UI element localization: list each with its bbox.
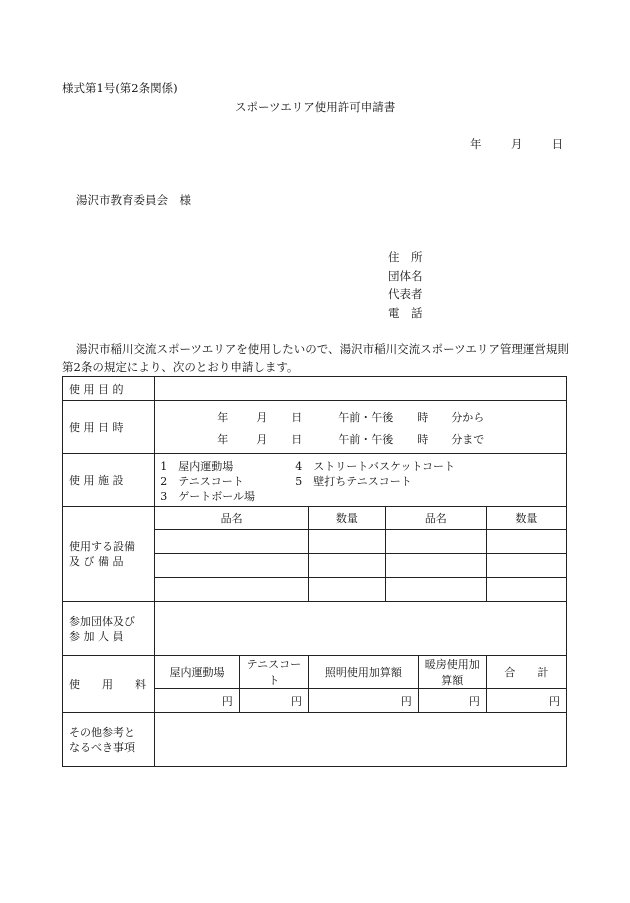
facility-option-5[interactable]: 5 壁打ちテニスコート — [295, 475, 412, 488]
start-month: 月 — [256, 411, 268, 424]
fee-header-heating: 暖房使用加算額 — [418, 656, 486, 689]
application-table — [62, 376, 567, 767]
date-day: 日 — [551, 137, 564, 151]
applicant-phone-label: 電 話 — [388, 306, 423, 320]
end-minute: 分まで — [451, 433, 485, 446]
start-hour: 時 — [417, 411, 429, 424]
end-day: 日 — [291, 433, 303, 446]
other-label-line-1: その他参考と — [69, 725, 135, 739]
equipment-cell[interactable] — [385, 530, 486, 554]
start-minute: 分から — [451, 411, 485, 424]
equipment-header-qty-1: 数量 — [308, 507, 385, 530]
datetime-label: 使 用 日 時 — [63, 401, 155, 454]
document-title: スポーツエリア使用許可申請書 — [235, 100, 396, 114]
end-hour: 時 — [417, 433, 429, 446]
applicant-representative-label: 代表者 — [388, 287, 423, 301]
start-ampm: 午前・午後 — [338, 411, 394, 424]
participants-label — [63, 602, 155, 656]
date-month: 月 — [510, 137, 523, 151]
equipment-header-qty-2: 数量 — [486, 507, 566, 530]
application-statement: 湯沢市稲川交流スポーツエリアを使用したいので、湯沢市稲川交流スポーツエリア管理運営規則第2条の規定により、次のとおり申請します。 — [62, 342, 569, 374]
equipment-label-line-2: 及 び 備 品 — [69, 555, 124, 568]
fee-heating-input[interactable]: 円 — [418, 689, 486, 713]
equipment-cell[interactable] — [486, 578, 566, 602]
fee-label: 使 用 料 — [63, 656, 155, 713]
fee-total-input[interactable]: 円 — [486, 689, 566, 713]
applicant-address-label: 住 所 — [388, 250, 423, 264]
facility-option-3[interactable]: 3 ゲートボール場 — [160, 490, 256, 503]
equipment-cell[interactable] — [155, 554, 309, 578]
end-month: 月 — [256, 433, 268, 446]
end-year: 年 — [217, 433, 229, 446]
equipment-header-name-1: 品名 — [155, 507, 309, 530]
equipment-cell[interactable] — [308, 578, 385, 602]
equipment-cell[interactable] — [486, 530, 566, 554]
equipment-cell[interactable] — [385, 554, 486, 578]
equipment-label-line-1: 使用する設備 — [69, 540, 135, 553]
end-ampm: 午前・午後 — [338, 433, 394, 446]
equipment-cell[interactable] — [385, 578, 486, 602]
fee-header-gym: 屋内運動場 — [155, 656, 240, 689]
facility-option-2[interactable]: 2 テニスコート — [160, 475, 244, 488]
equipment-cell[interactable] — [155, 530, 309, 554]
facility-field[interactable] — [155, 454, 567, 507]
fee-gym-input[interactable]: 円 — [155, 689, 240, 713]
equipment-label — [63, 507, 155, 602]
participants-label-line-1: 参加団体及び — [69, 614, 135, 628]
purpose-field[interactable] — [155, 377, 567, 401]
participants-label-line-2: 参 加 人 員 — [69, 629, 124, 643]
datetime-field[interactable] — [155, 401, 567, 454]
date-year: 年 — [470, 137, 482, 151]
equipment-cell[interactable] — [308, 530, 385, 554]
other-label — [63, 713, 155, 767]
facility-option-1[interactable]: 1 屋内運動場 — [160, 460, 234, 473]
start-year: 年 — [217, 411, 229, 424]
form-number: 様式第1号(第2条関係) — [62, 81, 178, 95]
participants-field[interactable] — [155, 602, 567, 656]
facility-label: 使 用 施 設 — [63, 454, 155, 507]
other-label-line-2: なるべき事項 — [69, 740, 135, 754]
addressee: 湯沢市教育委員会 様 — [76, 193, 191, 207]
fee-header-lighting: 照明使用加算額 — [308, 656, 418, 689]
equipment-cell[interactable] — [155, 578, 309, 602]
equipment-cell[interactable] — [308, 554, 385, 578]
equipment-header-name-2: 品名 — [385, 507, 486, 530]
start-day: 日 — [291, 411, 303, 424]
facility-option-4[interactable]: 4 ストリートバスケットコート — [295, 460, 456, 473]
fee-header-total: 合 計 — [486, 656, 566, 689]
purpose-label: 使 用 目 的 — [63, 377, 155, 401]
fee-lighting-input[interactable]: 円 — [308, 689, 418, 713]
fee-header-tennis: テニスコート — [239, 656, 308, 689]
other-field[interactable] — [155, 713, 567, 767]
equipment-cell[interactable] — [486, 554, 566, 578]
applicant-group-label: 団体名 — [388, 269, 423, 283]
date-line — [470, 136, 563, 152]
fee-tennis-input[interactable]: 円 — [239, 689, 308, 713]
